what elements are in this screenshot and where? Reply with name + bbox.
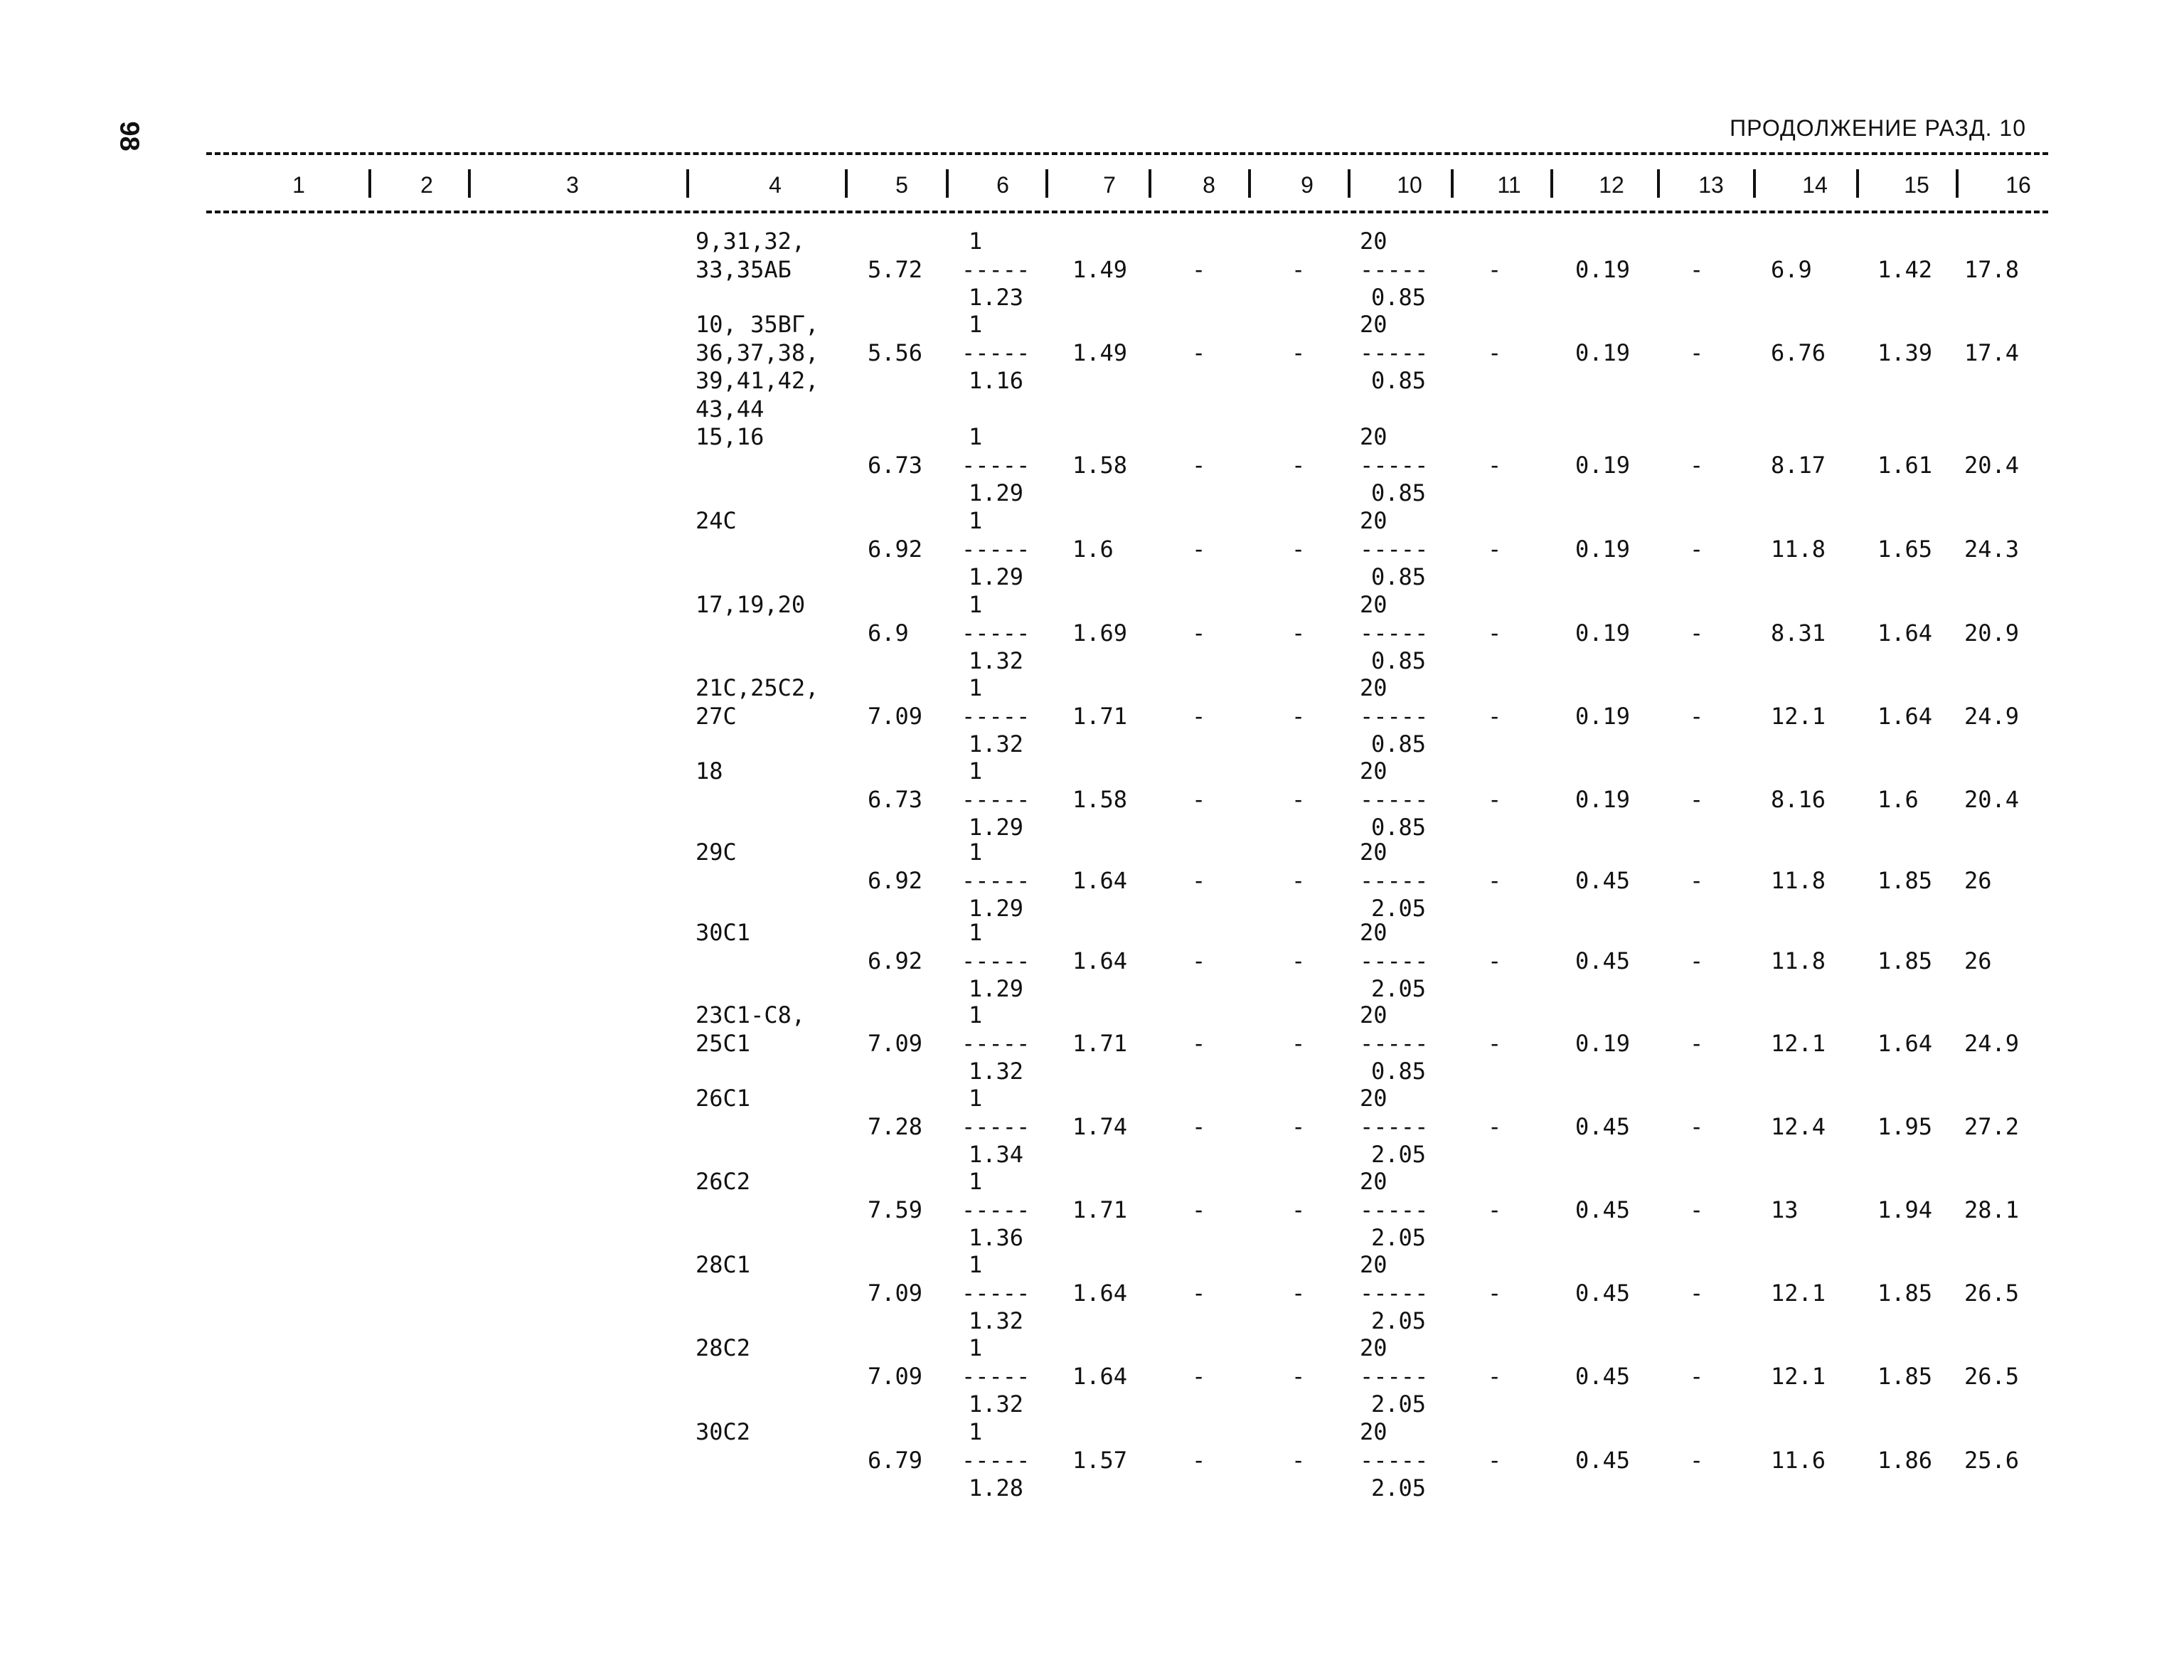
column-header-4: 4 [769,172,782,198]
cell-col-13: - [1690,947,1704,974]
cell-col-9: - [1291,1362,1306,1390]
cell-col-9: - [1291,702,1306,730]
column-header-10: 10 [1397,172,1422,198]
cell-col-14: 8.17 [1771,451,1826,479]
cell-col-16: 27.2 [1964,1112,2020,1140]
fraction-col-6: 1 [969,1001,983,1028]
cell-col-12: 0.45 [1575,1446,1631,1474]
fraction-col-6: 1.16 [969,367,1024,394]
cell-col-14: 12.4 [1771,1112,1826,1140]
fraction-col-6: 1 [969,919,983,946]
cell-col-14: 8.31 [1771,619,1826,647]
cell-col-9: - [1291,255,1306,283]
column-separator [1248,169,1251,198]
fraction-col-6: 1 [969,1085,983,1112]
row-label: 30С2 [696,1418,751,1445]
cell-col-7: 1.64 [1072,866,1128,894]
fraction-col-6: ----- [962,1112,1030,1140]
column-header-7: 7 [1103,172,1116,198]
fraction-col-6: 1.36 [969,1224,1024,1251]
cell-col-16: 26 [1964,947,1992,974]
fraction-col-10: 0.85 [1371,814,1427,841]
cell-col-9: - [1291,866,1306,894]
cell-col-13: - [1690,702,1704,730]
cell-col-15: 1.94 [1877,1196,1933,1223]
cell-col-8: - [1192,619,1206,647]
cell-col-7: 1.49 [1072,255,1128,283]
row-label: 28С2 [696,1334,751,1361]
column-header-5: 5 [895,172,908,198]
fraction-col-6: 1.34 [969,1141,1024,1168]
column-separator [1657,169,1660,198]
cell-col-16: 17.8 [1964,255,2020,283]
column-header-14: 14 [1802,172,1828,198]
cell-col-15: 1.6 [1877,785,1919,813]
row-label: 15,16 [696,423,765,450]
row-label: 24С [696,507,737,534]
fraction-col-6: 1 [969,591,983,618]
cell-col-11: - [1488,1446,1502,1474]
cell-col-12: 0.45 [1575,1362,1631,1390]
column-header-11: 11 [1497,172,1521,198]
cell-col-14: 8.16 [1771,785,1826,813]
cell-col-15: 1.85 [1877,1279,1933,1307]
cell-col-9: - [1291,947,1306,974]
cell-col-9: - [1291,535,1306,563]
cell-col-8: - [1192,1362,1206,1390]
fraction-col-10: ----- [1360,339,1429,366]
cell-col-13: - [1690,339,1704,366]
row-label: 23С1-С8, [696,1001,806,1028]
cell-col-8: - [1192,1196,1206,1223]
cell-col-5: 5.72 [868,255,923,283]
cell-col-5: 5.56 [868,339,923,366]
cell-col-15: 1.39 [1877,339,1933,366]
cell-col-16: 26.5 [1964,1279,2020,1307]
cell-col-15: 1.61 [1877,451,1933,479]
fraction-col-6: ----- [962,1279,1030,1307]
cell-col-5: 6.9 [868,619,909,647]
cell-col-7: 1.71 [1072,702,1128,730]
cell-col-9: - [1291,1112,1306,1140]
fraction-col-6: 1 [969,228,983,255]
column-header-16: 16 [2005,172,2031,198]
cell-col-8: - [1192,702,1206,730]
cell-col-12: 0.19 [1575,255,1631,283]
fraction-col-6: 1 [969,1418,983,1445]
row-label: 26С1 [696,1085,751,1112]
cell-col-7: 1.64 [1072,1279,1128,1307]
cell-col-7: 1.74 [1072,1112,1128,1140]
cell-col-14: 11.8 [1771,947,1826,974]
fraction-col-10: 20 [1360,839,1387,866]
cell-col-12: 0.19 [1575,1029,1631,1057]
cell-col-5: 6.92 [868,535,923,563]
row-label: 30С1 [696,919,751,946]
cell-col-16: 20.9 [1964,619,2020,647]
cell-col-7: 1.71 [1072,1196,1128,1223]
fraction-col-6: 1 [969,757,983,785]
cell-col-9: - [1291,619,1306,647]
fraction-col-10: 2.05 [1371,895,1427,922]
cell-col-13: - [1690,1279,1704,1307]
cell-col-8: - [1192,866,1206,894]
fraction-col-10: ----- [1360,1362,1429,1390]
fraction-col-6: ----- [962,255,1030,283]
cell-col-8: - [1192,1279,1206,1307]
row-label: 27С [696,702,737,730]
fraction-col-10: 0.85 [1371,367,1427,394]
fraction-col-10: 20 [1360,1418,1387,1445]
column-separator [1550,169,1553,198]
cell-col-8: - [1192,339,1206,366]
cell-col-7: 1.71 [1072,1029,1128,1057]
fraction-col-10: ----- [1360,947,1429,974]
row-label: 18 [696,757,723,785]
cell-col-5: 6.92 [868,866,923,894]
fraction-col-10: 20 [1360,757,1387,785]
cell-col-5: 6.92 [868,947,923,974]
cell-col-13: - [1690,1362,1704,1390]
column-header-6: 6 [996,172,1009,198]
cell-col-11: - [1488,1362,1502,1390]
fraction-col-10: ----- [1360,1279,1429,1307]
table-header-rule [206,211,2048,213]
cell-col-7: 1.69 [1072,619,1128,647]
fraction-col-10: 2.05 [1371,1224,1427,1251]
cell-col-16: 28.1 [1964,1196,2020,1223]
row-label: 36,37,38, [696,339,819,366]
cell-col-14: 11.8 [1771,535,1826,563]
cell-col-15: 1.85 [1877,866,1933,894]
fraction-col-6: ----- [962,947,1030,974]
row-label: 9,31,32, [696,228,806,255]
column-separator [1149,169,1151,198]
cell-col-12: 0.45 [1575,1196,1631,1223]
fraction-col-10: 0.85 [1371,284,1427,311]
column-header-12: 12 [1599,172,1624,198]
column-separator [1348,169,1351,198]
cell-col-5: 7.09 [868,1029,923,1057]
cell-col-16: 26 [1964,866,1992,894]
fraction-col-10: 2.05 [1371,1307,1427,1334]
fraction-col-6: 1.29 [969,895,1024,922]
cell-col-11: - [1488,339,1502,366]
fraction-col-10: ----- [1360,866,1429,894]
fraction-col-10: 20 [1360,423,1387,450]
column-separator [1045,169,1048,198]
cell-col-9: - [1291,785,1306,813]
cell-col-8: - [1192,947,1206,974]
cell-col-7: 1.58 [1072,451,1128,479]
fraction-col-6: 1 [969,1251,983,1278]
cell-col-12: 0.19 [1575,619,1631,647]
fraction-col-10: 2.05 [1371,975,1427,1002]
fraction-col-6: 1.29 [969,814,1024,841]
cell-col-9: - [1291,1279,1306,1307]
cell-col-11: - [1488,1279,1502,1307]
cell-col-11: - [1488,535,1502,563]
fraction-col-6: 1 [969,674,983,701]
cell-col-15: 1.85 [1877,947,1933,974]
fraction-col-10: ----- [1360,1112,1429,1140]
row-label: 17,19,20 [696,591,806,618]
column-separator [1451,169,1454,198]
column-header-2: 2 [420,172,433,198]
cell-col-11: - [1488,451,1502,479]
cell-col-14: 12.1 [1771,1362,1826,1390]
row-label: 29С [696,839,737,866]
column-header-3: 3 [566,172,579,198]
column-header-9: 9 [1301,172,1314,198]
cell-col-5: 6.79 [868,1446,923,1474]
cell-col-13: - [1690,1196,1704,1223]
cell-col-11: - [1488,785,1502,813]
cell-col-9: - [1291,1196,1306,1223]
column-separator [368,169,371,198]
cell-col-12: 0.19 [1575,339,1631,366]
cell-col-9: - [1291,1446,1306,1474]
cell-col-12: 0.45 [1575,866,1631,894]
cell-col-14: 11.6 [1771,1446,1826,1474]
row-label: 28С1 [696,1251,751,1278]
column-separator [845,169,848,198]
column-separator [946,169,949,198]
fraction-col-6: ----- [962,866,1030,894]
fraction-col-6: ----- [962,1446,1030,1474]
cell-col-13: - [1690,785,1704,813]
cell-col-15: 1.65 [1877,535,1933,563]
cell-col-16: 17.4 [1964,339,2020,366]
row-label: 21С,25С2, [696,674,819,701]
cell-col-15: 1.64 [1877,1029,1933,1057]
fraction-col-6: 1.32 [969,730,1024,757]
row-label: 39,41,42, [696,367,819,394]
fraction-col-6: 1.32 [969,647,1024,674]
cell-col-11: - [1488,619,1502,647]
cell-col-13: - [1690,619,1704,647]
running-title: ПРОДОЛЖЕНИЕ РАЗД. 10 [1730,115,2026,141]
cell-col-11: - [1488,1029,1502,1057]
cell-col-8: - [1192,451,1206,479]
fraction-col-10: 0.85 [1371,730,1427,757]
page-number: 98 [114,121,144,151]
fraction-col-10: 0.85 [1371,647,1427,674]
fraction-col-6: 1.32 [969,1307,1024,1334]
fraction-col-10: 2.05 [1371,1391,1427,1418]
fraction-col-6: 1.29 [969,479,1024,506]
cell-col-16: 24.9 [1964,1029,2020,1057]
fraction-col-10: 20 [1360,311,1387,338]
fraction-col-6: ----- [962,1196,1030,1223]
cell-col-16: 24.3 [1964,535,2020,563]
row-label: 26С2 [696,1168,751,1195]
cell-col-11: - [1488,255,1502,283]
cell-col-5: 7.28 [868,1112,923,1140]
fraction-col-10: 20 [1360,507,1387,534]
column-header-13: 13 [1698,172,1724,198]
cell-col-15: 1.64 [1877,619,1933,647]
cell-col-14: 11.8 [1771,866,1826,894]
column-separator [1753,169,1756,198]
cell-col-8: - [1192,255,1206,283]
cell-col-11: - [1488,702,1502,730]
cell-col-7: 1.64 [1072,947,1128,974]
fraction-col-6: ----- [962,535,1030,563]
cell-col-12: 0.19 [1575,451,1631,479]
cell-col-16: 25.6 [1964,1446,2020,1474]
row-label: 25С1 [696,1029,751,1057]
cell-col-12: 0.45 [1575,1279,1631,1307]
cell-col-14: 12.1 [1771,1029,1826,1057]
column-separator [1856,169,1859,198]
cell-col-13: - [1690,866,1704,894]
cell-col-13: - [1690,1112,1704,1140]
cell-col-5: 7.59 [868,1196,923,1223]
fraction-col-10: 20 [1360,1168,1387,1195]
cell-col-13: - [1690,451,1704,479]
fraction-col-10: 2.05 [1371,1141,1427,1168]
cell-col-5: 7.09 [868,702,923,730]
fraction-col-10: 20 [1360,674,1387,701]
fraction-col-10: ----- [1360,535,1429,563]
column-header-15: 15 [1904,172,1929,198]
cell-col-9: - [1291,1029,1306,1057]
column-separator [468,169,471,198]
fraction-col-10: ----- [1360,1446,1429,1474]
column-separator [686,169,689,198]
fraction-col-10: ----- [1360,1029,1429,1057]
cell-col-14: 6.9 [1771,255,1812,283]
fraction-col-6: 1 [969,839,983,866]
fraction-col-10: ----- [1360,255,1429,283]
cell-col-7: 1.64 [1072,1362,1128,1390]
cell-col-16: 20.4 [1964,785,2020,813]
cell-col-12: 0.45 [1575,1112,1631,1140]
cell-col-12: 0.19 [1575,535,1631,563]
column-header-8: 8 [1203,172,1215,198]
row-label: 10, 35ВГ, [696,311,819,338]
fraction-col-6: ----- [962,785,1030,813]
column-separator [1956,169,1959,198]
cell-col-15: 1.95 [1877,1112,1933,1140]
fraction-col-6: 1 [969,507,983,534]
fraction-col-6: ----- [962,619,1030,647]
fraction-col-10: ----- [1360,785,1429,813]
cell-col-7: 1.57 [1072,1446,1128,1474]
fraction-col-6: ----- [962,702,1030,730]
cell-col-13: - [1690,1029,1704,1057]
fraction-col-10: 2.05 [1371,1474,1427,1501]
fraction-col-10: 20 [1360,228,1387,255]
fraction-col-6: 1 [969,311,983,338]
cell-col-13: - [1690,255,1704,283]
cell-col-5: 7.09 [868,1279,923,1307]
cell-col-12: 0.19 [1575,702,1631,730]
fraction-col-6: 1.29 [969,563,1024,590]
table-top-rule [206,152,2048,155]
cell-col-14: 6.76 [1771,339,1826,366]
fraction-col-10: 0.85 [1371,1058,1427,1085]
cell-col-11: - [1488,866,1502,894]
cell-col-8: - [1192,1029,1206,1057]
fraction-col-6: 1.29 [969,975,1024,1002]
cell-col-7: 1.58 [1072,785,1128,813]
fraction-col-6: 1.23 [969,284,1024,311]
cell-col-5: 6.73 [868,451,923,479]
fraction-col-10: ----- [1360,619,1429,647]
cell-col-8: - [1192,1112,1206,1140]
cell-col-9: - [1291,339,1306,366]
fraction-col-6: 1 [969,1168,983,1195]
cell-col-11: - [1488,1112,1502,1140]
cell-col-7: 1.49 [1072,339,1128,366]
fraction-col-10: ----- [1360,702,1429,730]
fraction-col-10: 20 [1360,1334,1387,1361]
row-label: 33,35АБ [696,255,792,283]
cell-col-15: 1.42 [1877,255,1933,283]
fraction-col-10: 0.85 [1371,563,1427,590]
fraction-col-10: 20 [1360,591,1387,618]
column-header-1: 1 [292,172,305,198]
cell-col-16: 20.4 [1964,451,2020,479]
fraction-col-10: ----- [1360,1196,1429,1223]
fraction-col-10: 20 [1360,919,1387,946]
fraction-col-6: ----- [962,1362,1030,1390]
cell-col-14: 12.1 [1771,702,1826,730]
cell-col-15: 1.64 [1877,702,1933,730]
fraction-col-6: 1 [969,1334,983,1361]
fraction-col-10: 0.85 [1371,479,1427,506]
fraction-col-10: 20 [1360,1251,1387,1278]
cell-col-5: 7.09 [868,1362,923,1390]
fraction-col-6: 1.32 [969,1058,1024,1085]
fraction-col-6: ----- [962,339,1030,366]
cell-col-11: - [1488,1196,1502,1223]
cell-col-14: 13 [1771,1196,1799,1223]
fraction-col-10: ----- [1360,451,1429,479]
cell-col-11: - [1488,947,1502,974]
fraction-col-6: ----- [962,451,1030,479]
row-label: 43,44 [696,395,765,422]
fraction-col-6: ----- [962,1029,1030,1057]
cell-col-13: - [1690,1446,1704,1474]
cell-col-16: 26.5 [1964,1362,2020,1390]
fraction-col-6: 1.28 [969,1474,1024,1501]
cell-col-5: 6.73 [868,785,923,813]
cell-col-8: - [1192,1446,1206,1474]
fraction-col-6: 1 [969,423,983,450]
cell-col-9: - [1291,451,1306,479]
fraction-col-10: 20 [1360,1085,1387,1112]
cell-col-8: - [1192,535,1206,563]
fraction-col-10: 20 [1360,1001,1387,1028]
fraction-col-6: 1.32 [969,1391,1024,1418]
cell-col-14: 12.1 [1771,1279,1826,1307]
cell-col-13: - [1690,535,1704,563]
cell-col-15: 1.85 [1877,1362,1933,1390]
cell-col-12: 0.19 [1575,785,1631,813]
cell-col-16: 24.9 [1964,702,2020,730]
cell-col-7: 1.6 [1072,535,1114,563]
cell-col-8: - [1192,785,1206,813]
cell-col-15: 1.86 [1877,1446,1933,1474]
cell-col-12: 0.45 [1575,947,1631,974]
